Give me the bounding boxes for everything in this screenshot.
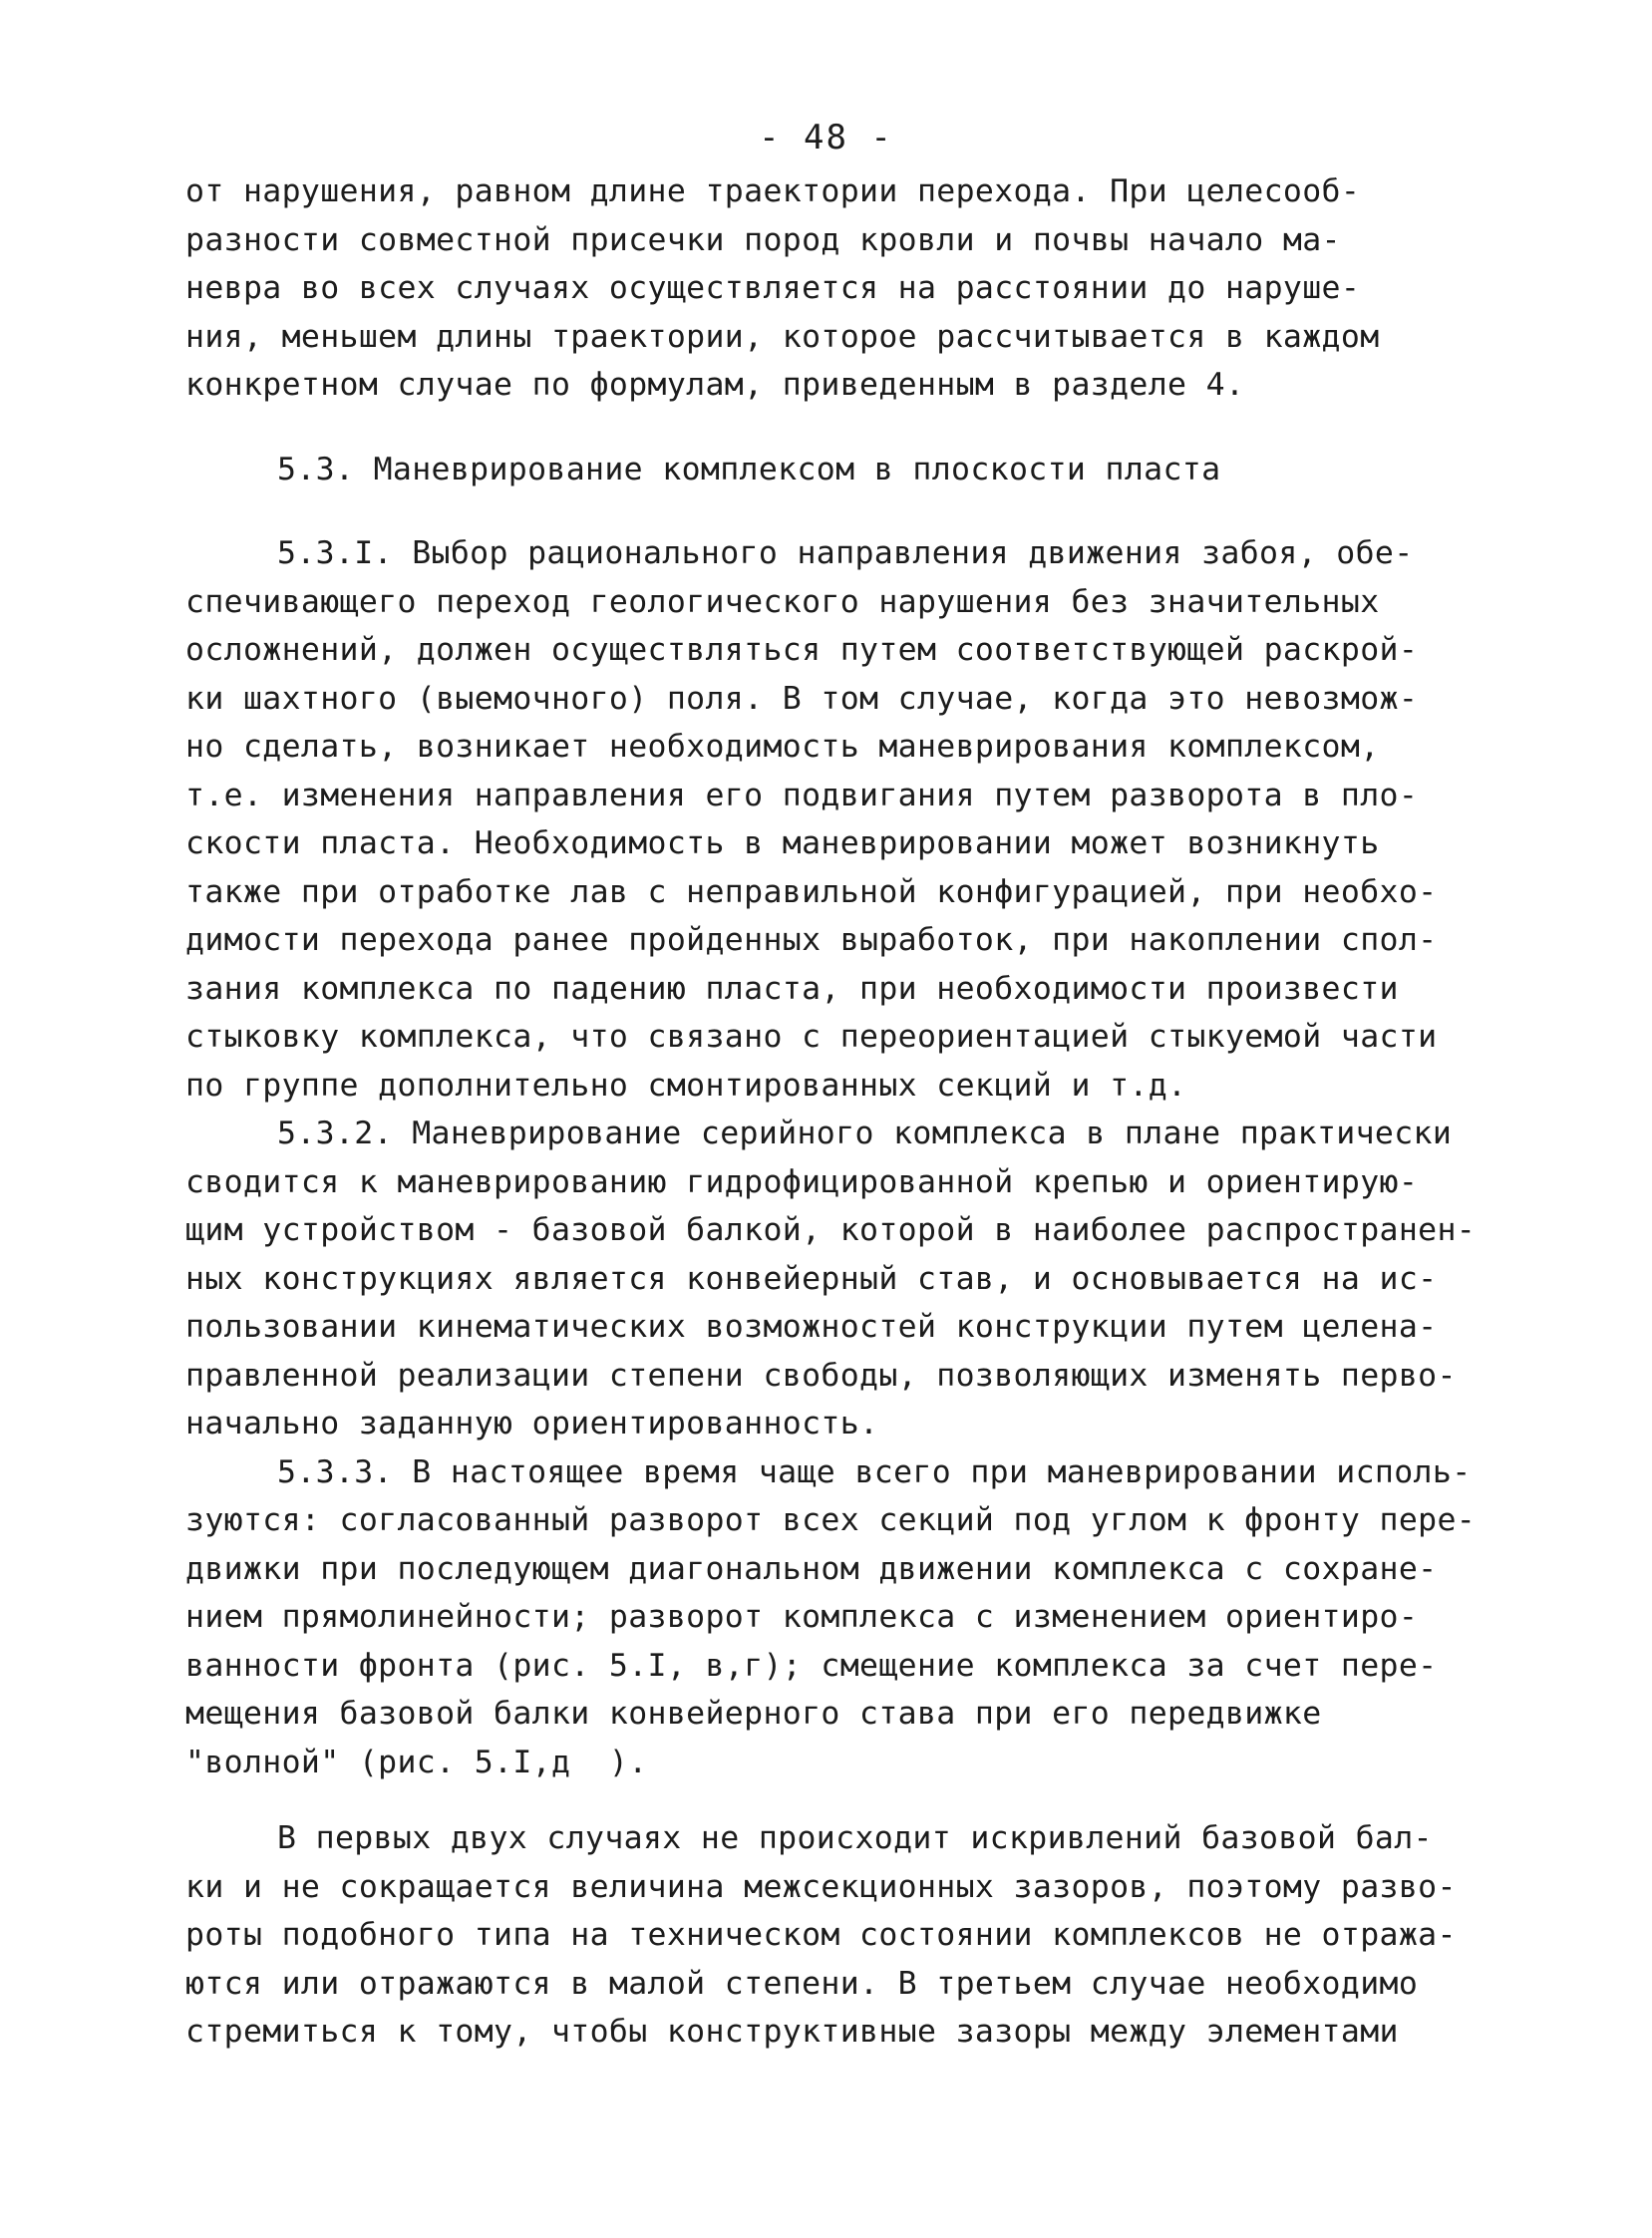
paragraph-5-3-3 (185, 1448, 1477, 1787)
text-line: ния, меньшем длины траектории, которое рассчитывается в каждом (185, 318, 1380, 355)
text-line: т.е. изменения направления его подвигания путем разворота в пло- (185, 777, 1419, 813)
text-line: но сделать, возникает необходимость маневрирования комплексом, (185, 729, 1380, 765)
text-line: зания комплекса по падению пласта, при необходимости произвести (185, 970, 1399, 1007)
text-line: скости пласта. Необходимость в маневрировании может возникнуть (185, 825, 1380, 861)
text-line: ванности фронта (рис. 5.I, в,г); смещение комплекса за счет пере- (185, 1647, 1438, 1684)
text-line: пользовании кинематических возможностей конструкции путем целена- (185, 1309, 1438, 1345)
text-line: спечивающего переход геологического нарушения без значительных (185, 583, 1380, 620)
page-number: - 48 - (759, 118, 893, 158)
text-line: 5.3.3. В настоящее время чаще всего при маневрировании исполь- (277, 1453, 1472, 1490)
body-text (185, 167, 1477, 2057)
text-line: 5.3.I. Выбор рационального направления движения забоя, обе- (277, 535, 1414, 571)
text-line: сводится к маневрированию гидрофицированной крепью и ориентирую- (185, 1163, 1419, 1200)
text-line: ки шахтного (выемочного) поля. В том случае, когда это невозмож- (185, 680, 1419, 717)
text-line: невра во всех случаях осуществляется на расстоянии до наруше- (185, 270, 1361, 306)
text-line: движки при последующем диагональном движении комплекса с сохране- (185, 1550, 1438, 1587)
text-line: ются или отражаются в малой степени. В третьем случае необходимо (185, 1965, 1419, 2002)
text-line: начально заданную ориентированность. (185, 1406, 879, 1441)
paragraph-closing (185, 1814, 1472, 2057)
paragraph-continuation (185, 167, 1472, 410)
spacer (185, 493, 1472, 529)
text-line: от нарушения, равном длине траектории перехода. При целесооб- (185, 173, 1361, 209)
text-line: осложнений, должен осуществляться путем соответствующей раскрой- (185, 632, 1419, 668)
text-line: нием прямолинейности; разворот комплекса с изменением ориентиро- (185, 1599, 1419, 1635)
text-line: щим устройством - базовой балкой, которой в наиболее распространен- (185, 1212, 1477, 1248)
text-line: по группе дополнительно смонтированных секций и т.д. (185, 1067, 1187, 1104)
text-line: мещения базовой балки конвейерного става при его передвижке (185, 1696, 1322, 1732)
text-line: разности совместной присечки пород кровли и почвы начало ма- (185, 221, 1341, 258)
text-line: роты подобного типа на техническом состоянии комплексов не отража- (185, 1917, 1457, 1953)
text-line: конкретном случае по формулам, приведенным в разделе 4. (185, 367, 1245, 403)
text-line: зуются: согласованный разворот всех секций под углом к фронту пере- (185, 1502, 1477, 1538)
text-line: ных конструкциях является конвейерный став, и основывается на ис- (185, 1260, 1438, 1297)
text-line: В первых двух случаях не происходит искривлений базовой бал- (277, 1820, 1433, 1856)
text-line: стыковку комплекса, что связано с переориентацией стыкуемой части (185, 1019, 1438, 1055)
text-line: стремиться к тому, чтобы конструктивные зазоры между элементами (185, 2014, 1399, 2050)
text-line: ки и не сокращается величина межсекционных зазоров, поэтому разво- (185, 1868, 1457, 1905)
text-line: "волной" (рис. 5.I,д ). (185, 1744, 648, 1780)
text-line: димости перехода ранее пройденных выработок, при накоплении спол- (185, 922, 1438, 958)
text-line: правленной реализации степени свободы, позволяющих изменять перво- (185, 1357, 1457, 1394)
paragraph-5-3-1 (185, 529, 1472, 1110)
section-heading (185, 446, 1472, 494)
text-line: также при отработке лав с неправильной конфигурацией, при необхо- (185, 873, 1438, 910)
heading-line: 5.3. Маневрирование комплексом в плоскости пласта (277, 451, 1221, 487)
spacer (185, 1786, 1472, 1814)
spacer (185, 410, 1472, 446)
text-line: 5.3.2. Маневрирование серийного комплекса в плане практически (277, 1116, 1453, 1151)
paragraph-5-3-2 (185, 1110, 1477, 1448)
